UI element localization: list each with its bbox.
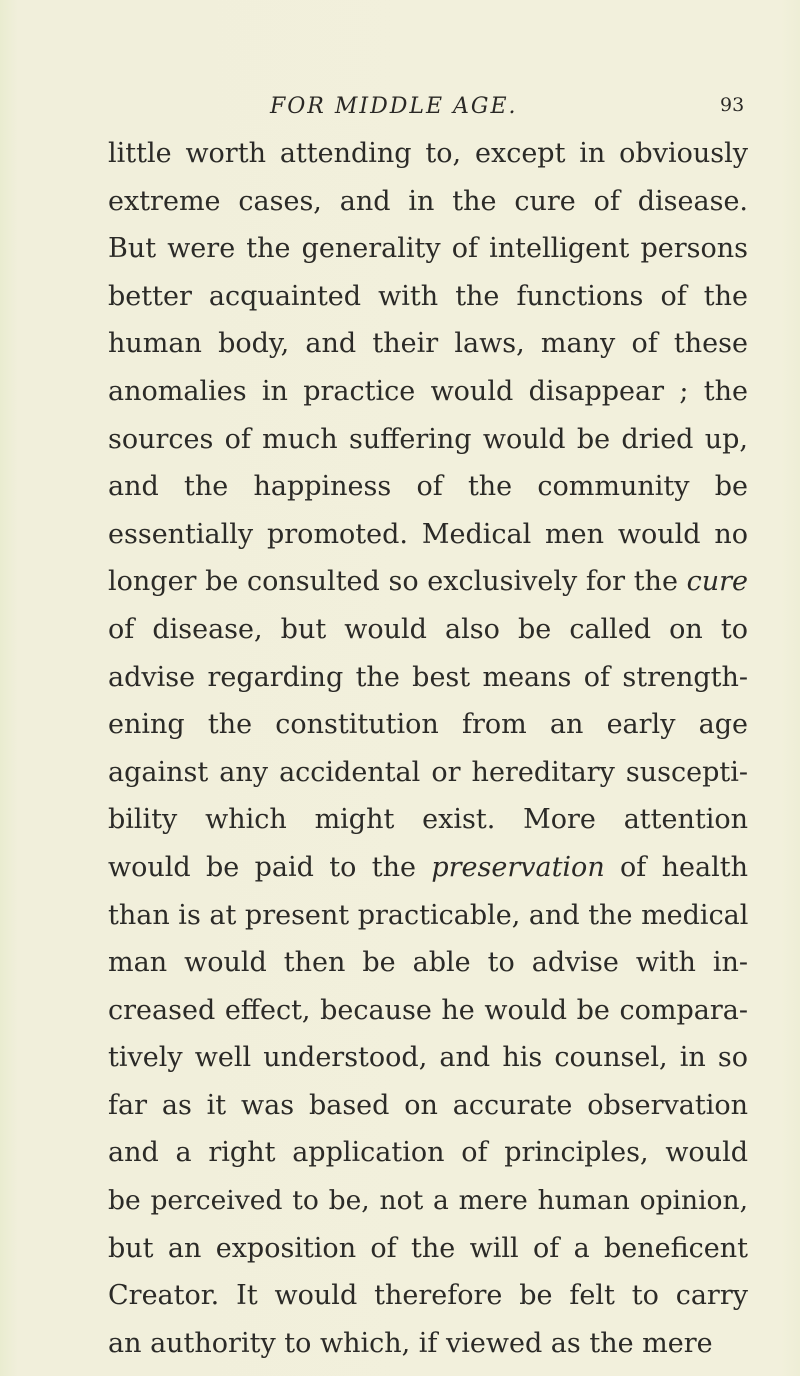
- text-line: essentially promoted. Medical men would no: [108, 518, 748, 550]
- text-line: tively well understood, and his counsel, in so: [108, 1042, 748, 1074]
- text-line: bility which might exist. More attention: [108, 804, 748, 836]
- line-text: of health: [604, 851, 748, 883]
- text-line: human body, and their laws, many of these: [108, 328, 748, 360]
- page-number: 93: [720, 94, 745, 116]
- text-line: than is at present practicable, and the medical: [108, 899, 749, 931]
- text-line: ening the constitution from an early age: [108, 709, 748, 741]
- text-line: sources of much suffering would be dried up,: [108, 423, 748, 455]
- text-line: [108, 844, 748, 892]
- text-line: an authority to which, if viewed as the mere: [108, 1327, 713, 1359]
- text-line: and the happiness of the community be: [108, 471, 748, 503]
- running-head: [0, 88, 800, 128]
- text-line: advise regarding the best means of strength-: [108, 661, 748, 693]
- text-line: and a right application of principles, would: [108, 1137, 748, 1169]
- text-line: of disease, but would also be called on to: [108, 613, 748, 645]
- text-line: Creator. It would therefore be felt to carry: [108, 1280, 748, 1312]
- italic-term: cure: [686, 566, 748, 598]
- text-line: But were the generality of intelligent persons: [108, 233, 748, 265]
- text-line: far as it was based on accurate observation: [108, 1089, 748, 1121]
- body-text: [108, 130, 748, 1367]
- text-line: be perceived to be, not a mere human opinion,: [108, 1185, 748, 1217]
- running-title: FOR MIDDLE AGE.: [270, 94, 518, 119]
- text-line: extreme cases, and in the cure of disease.: [108, 185, 748, 217]
- line-text: longer be consulted so exclusively for the: [108, 566, 687, 598]
- text-line: creased effect, because he would be compara-: [108, 994, 748, 1026]
- text-line: anomalies in practice would disappear ; the: [108, 375, 748, 407]
- text-line: man would then be able to advise with in-: [108, 947, 748, 979]
- text-line: [108, 558, 748, 606]
- text-line: against any accidental or hereditary suscepti-: [108, 756, 748, 788]
- line-text: would be paid to the: [108, 851, 432, 883]
- text-line: but an exposition of the will of a beneficent: [108, 1232, 748, 1264]
- text-line: better acquainted with the functions of the: [108, 280, 748, 312]
- italic-term: preservation: [431, 851, 605, 883]
- text-line: little worth attending to, except in obviously: [108, 138, 748, 169]
